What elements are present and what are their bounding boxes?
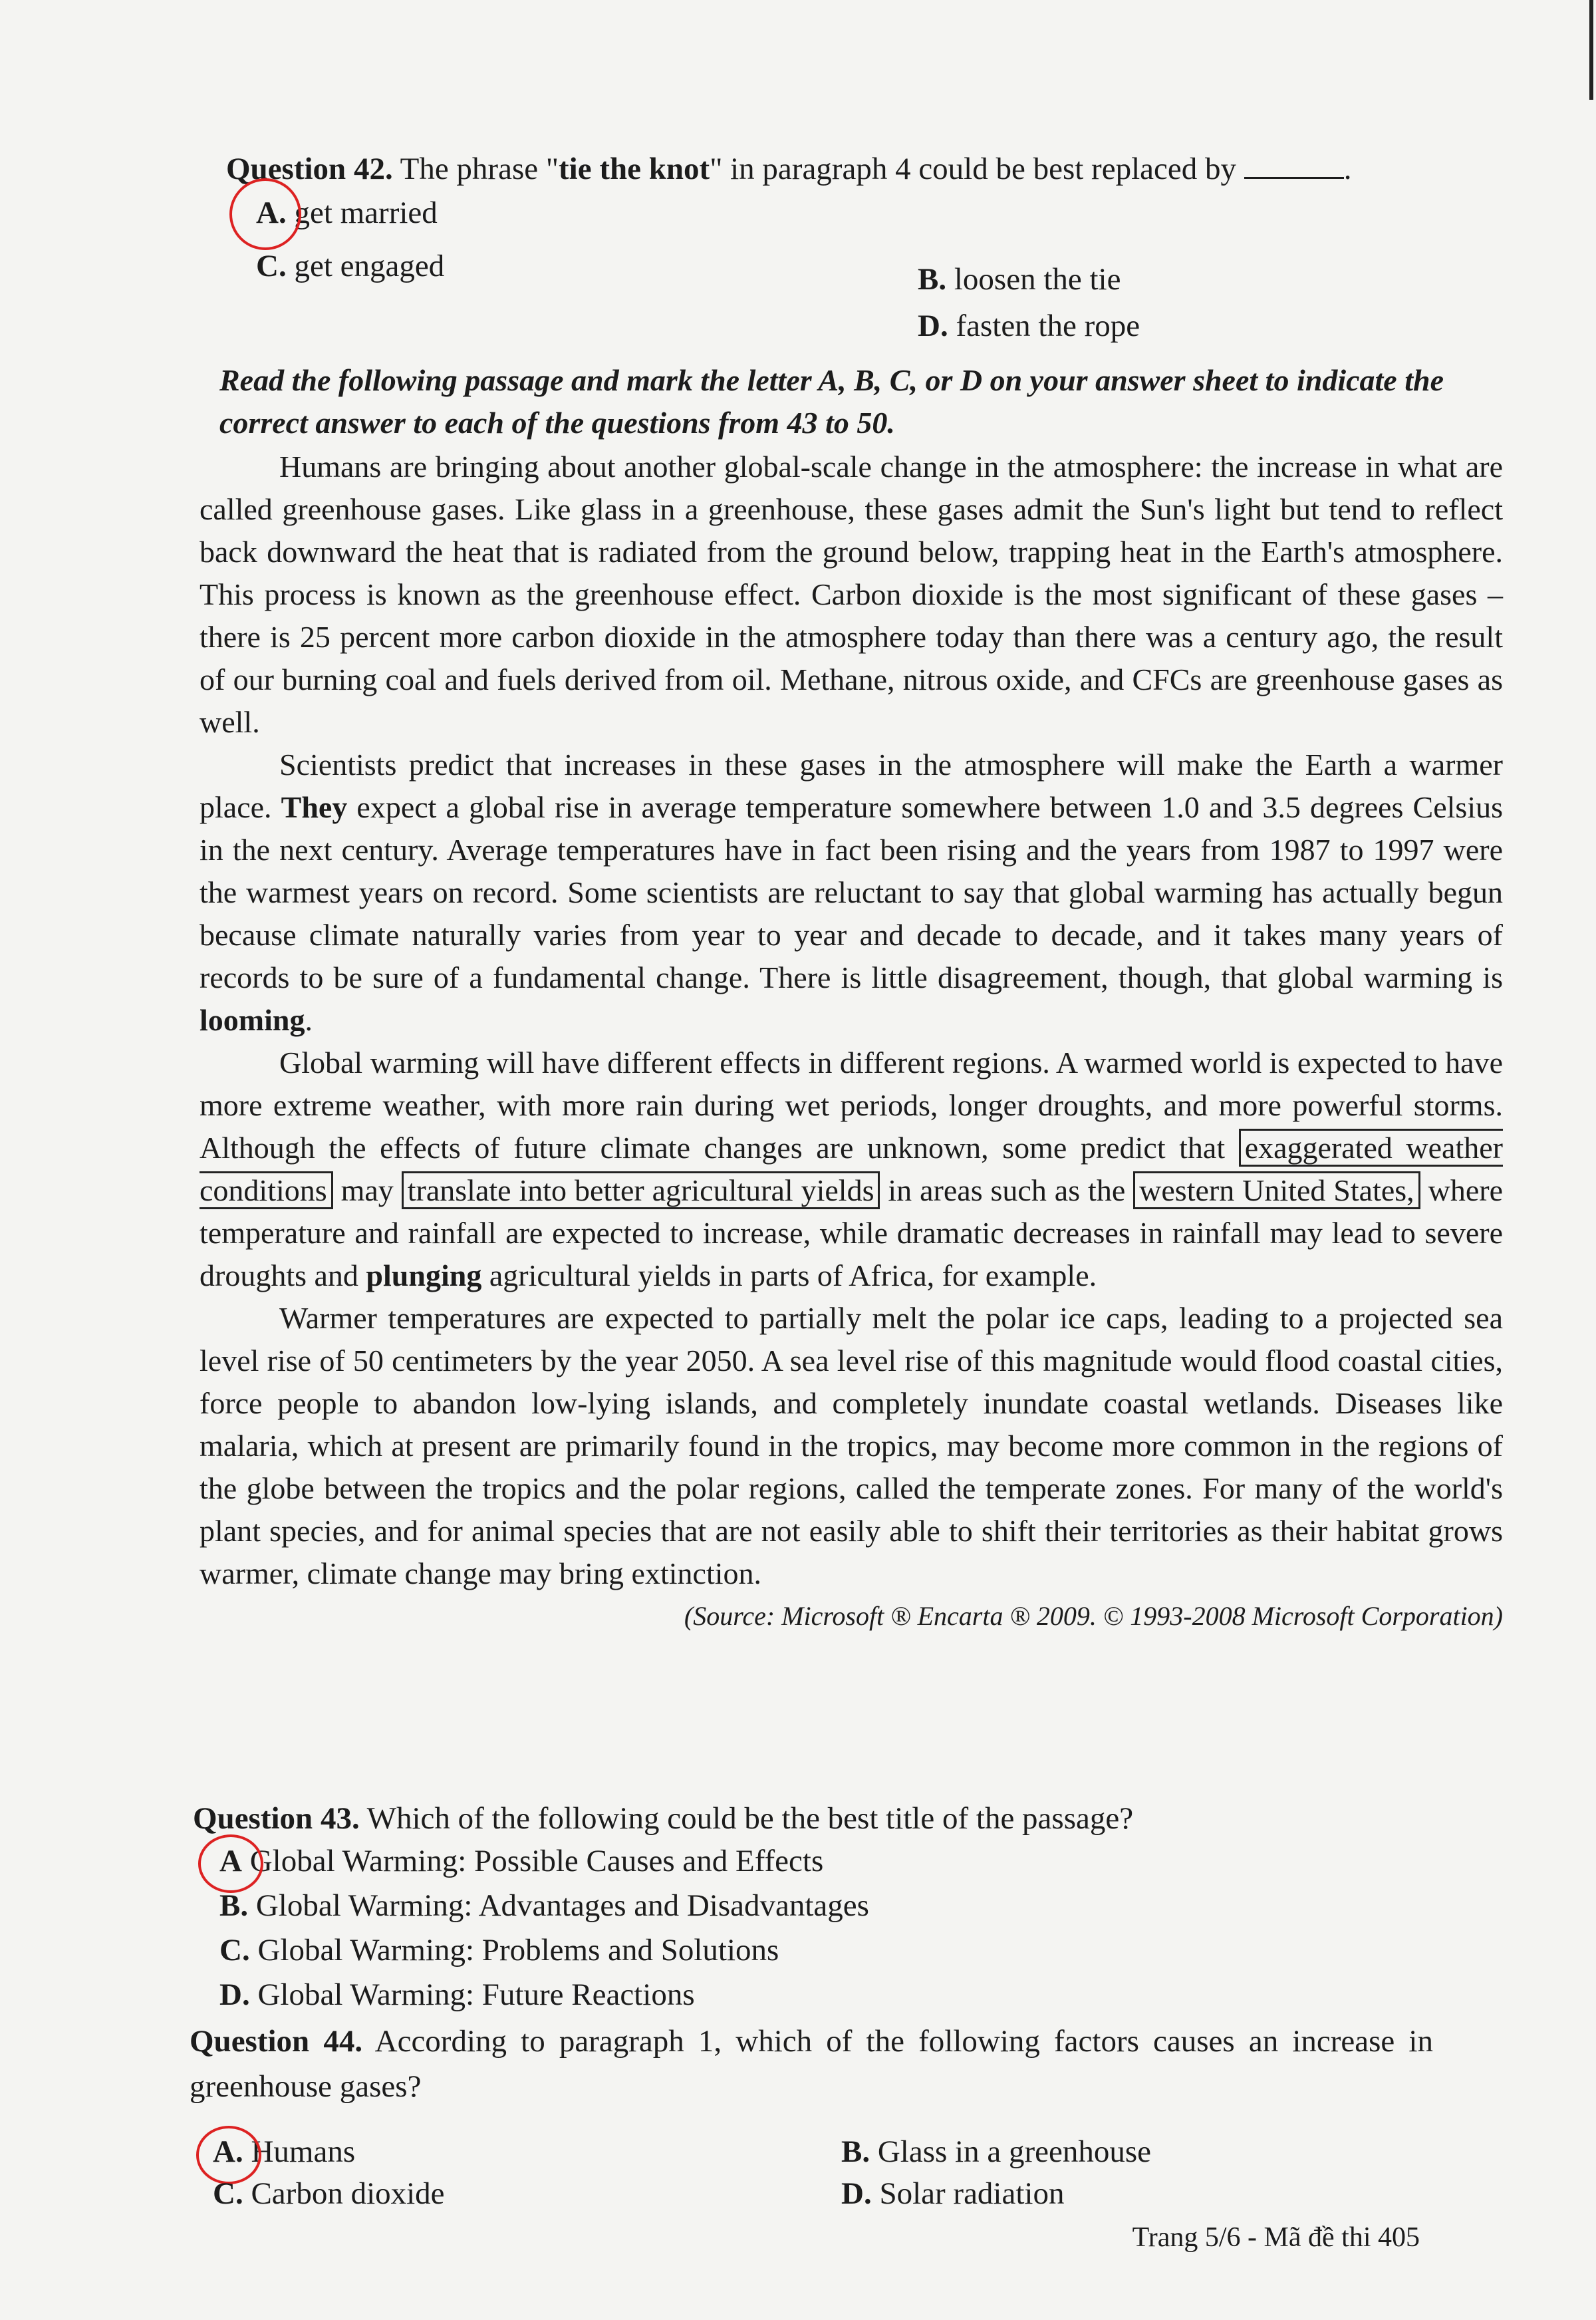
- reading-instructions: Read the following passage and mark the letter A, B, C, or D on your answer sheet to indicate the correct answer to each of the questions from 43 to 50.: [219, 363, 1444, 440]
- reading-passage: [200, 446, 1503, 1638]
- q42-option-a[interactable]: A. get married: [256, 196, 438, 230]
- q43-option-b[interactable]: B. Global Warming: Advantages and Disadvantages: [219, 1888, 869, 1923]
- q42-option-c[interactable]: C. get engaged: [256, 249, 445, 283]
- q43-option-a[interactable]: A Global Warming: Possible Causes and Effects: [219, 1844, 824, 1878]
- passage-source: (Source: Microsoft ® Encarta ® 2009. © 1993-2008 Microsoft Corporation): [684, 1601, 1503, 1631]
- question-43-stem: Question 43. Which of the following could be the best title of the passage?: [193, 1801, 1134, 1836]
- question-44-stem: Question 44. According to paragraph 1, which of the following factors causes an increase in greenhouse gases?: [190, 2024, 1433, 2104]
- passage-paragraph-4: Warmer temperatures are expected to partially melt the polar ice caps, leading to a projected sea level rise of 50 centimeters by the year 2050. A sea level rise of this magnitude would flood coastal cities, force people to abandon low-lying islands, and completely inundate coastal wetlands. Diseases like malaria, which at present are primarily found in the tropics, may become more common in the regions of the globe between the tropics and the polar regions, called the temperate zones. For many of the world's plant species, and for animal species that are not easily able to shift their territories as their habitat grows warmer, climate change may bring extinction.: [200, 1301, 1503, 1590]
- q43-option-d[interactable]: D. Global Warming: Future Reactions: [219, 1977, 695, 2012]
- boxed-phrase: exaggerated weather conditions: [200, 1129, 1503, 1209]
- passage-paragraph-1: Humans are bringing about another global-scale change in the atmosphere: the increase in what are called greenhouse gases. Like glass in a greenhouse, these gases admit the Sun's light but tend to reflect back downward the heat that is radiated from the ground below, trapping heat in the Earth's atmosphere. This process is known as the greenhouse effect. Carbon dioxide is the most significant of these gases – there is 25 percent more carbon dioxide in the atmosphere today than there was a century ago, the result of our burning coal and fuels derived from oil. Methane, nitrous oxide, and CFCs are greenhouse gases as well.: [200, 450, 1503, 739]
- q44-option-b[interactable]: B. Glass in a greenhouse: [841, 2134, 1151, 2169]
- passage-paragraph-2: Scientists predict that increases in these gases in the atmosphere will make the Earth a warmer place. They expect a global rise in average temperature somewhere between 1.0 and 3.5 degrees Celsius in the next century. Average temperatures have in fact been rising and the years from 1987 to 1997 were the warmest years on record. Some scientists are reluctant to say that global warming has actually begun because climate naturally varies from year to year and decade to decade, and it takes many years of records to be sure of a fundamental change. There is little disagreement, though, that global warming is looming.: [200, 748, 1504, 1037]
- q43-option-c[interactable]: C. Global Warming: Problems and Solutions: [219, 1933, 779, 1967]
- scan-edge-mark: [1589, 0, 1593, 100]
- q44-option-c[interactable]: C. Carbon dioxide: [213, 2176, 445, 2211]
- answer-mark-circle: [229, 178, 301, 250]
- passage-paragraph-3: Global warming will have different effects in different regions. A warmed world is expected to have more extreme weather, with more rain during wet periods, longer droughts, and more powerful storms. Although the effects of future climate changes are unknown, some predict that exaggerated weather conditions may translate into better agricultural yields in areas such as the western United States, where temperature and rainfall are expected to increase, while dramatic decreases in rainfall may lead to severe droughts and plunging agricultural yields in parts of Africa, for example.: [200, 1046, 1503, 1292]
- question-42-stem: Question 42. The phrase "tie the knot" in paragraph 4 could be best replaced by .: [226, 152, 1352, 186]
- page-footer: Trang 5/6 - Mã đề thi 405: [1132, 2222, 1420, 2253]
- answer-blank: [1244, 150, 1344, 179]
- answer-mark-circle: [198, 1834, 263, 1893]
- q44-option-d[interactable]: D. Solar radiation: [841, 2176, 1065, 2211]
- boxed-phrase: western United States,: [1133, 1171, 1420, 1209]
- q42-option-b[interactable]: B. loosen the tie: [918, 262, 1121, 297]
- q44-option-a[interactable]: A. Humans: [213, 2134, 356, 2169]
- q42-option-d[interactable]: D. fasten the rope: [918, 309, 1140, 343]
- boxed-phrase: translate into better agricultural yields: [402, 1171, 880, 1209]
